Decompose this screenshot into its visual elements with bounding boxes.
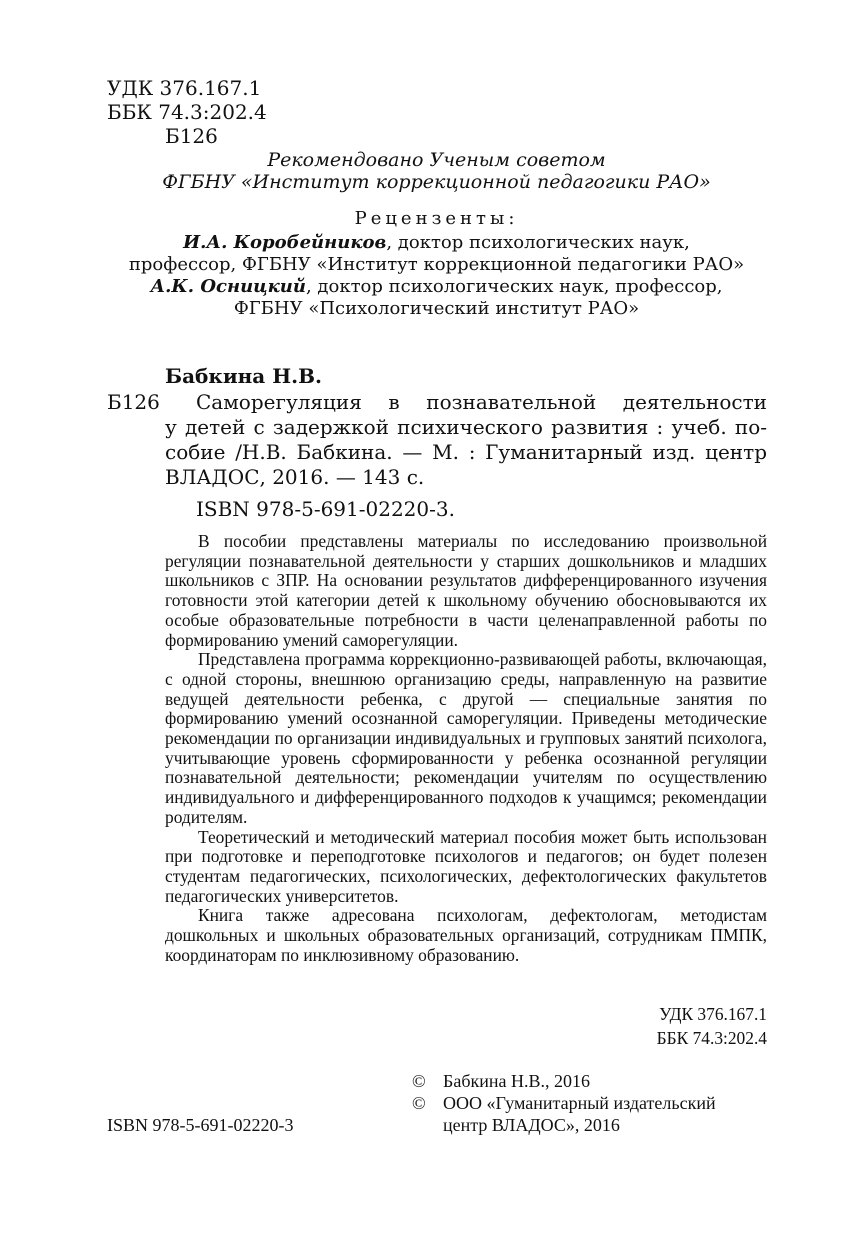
- annotation-paragraph-1: В пособии представлены материалы по исследованию произвольной регуляции познавательной деятельности у старших дошкольников и младших школьников с ЗПР. На основании результатов дифференцированного изучения готовности этой категории детей к школьному обучению обосновываются их особые образовательные потребности в части целенаправленной работы по формированию умений саморегуляции.: [165, 531, 767, 650]
- copyright-publisher-line-1: ООО «Гуманитарный издательский: [443, 1093, 716, 1113]
- copyright-author: Бабкина Н.В., 2016: [443, 1071, 590, 1091]
- bib-author: Бабкина Н.В.: [165, 364, 322, 388]
- reviewer-2-name: А.К. Осницкий: [150, 276, 306, 297]
- bib-line-2: у детей с задержкой психического развития : учеб. по-: [165, 415, 767, 439]
- reviewer-1-name: И.А. Коробейников: [183, 232, 387, 253]
- recommendation-line-2: ФГБНУ «Институт коррекционной педагогики РАО»: [162, 171, 711, 193]
- annotation-paragraph-2: Представлена программа коррекционно-развивающей работы, включающая, с одной стороны, внешнюю организацию среды, направленную на развитие ведущей деятельности ребенка, с другой — специальные занятия по формированию умений осознанной саморегуляции. Приведены методические рекомендации по организации индивидуальных и групповых занятий психолога, учитывающие уровень сформированности у ребенка осознанной регуляции познавательной деятельности; рекомендации учителям по осуществлению индивидуального и дифференцированного подходов к учащимся; рекомендации родителям.: [165, 649, 767, 827]
- reviewer-2-title: , доктор психологических наук, профессор,: [305, 276, 723, 297]
- bib-mark: Б126: [107, 390, 160, 414]
- udk-code-right: УДК 376.167.1: [659, 1004, 767, 1024]
- bbk-code: ББК 74.3:202.4: [107, 100, 267, 124]
- bib-line-1: Саморегуляция в познавательной деятельности: [196, 390, 767, 414]
- annotation-paragraph-3: Теоретический и методический материал пособия может быть использован при подготовке и переподготовке психологов и педагогов; он будет полезен студентам педагогических, психологических, дефектологических факультетов педагогических университетов.: [165, 826, 767, 906]
- reviewers-title: Рецензенты:: [354, 208, 519, 229]
- reviewer-2: [14, 276, 845, 298]
- bib-line-4: ВЛАДОС, 2016. — 143 с.: [165, 465, 425, 489]
- reviewer-1-affiliation: профессор, ФГБНУ «Институт коррекционной педагогики РАО»: [128, 254, 745, 275]
- copyright-symbol-1: ©: [412, 1071, 426, 1091]
- footer-isbn: ISBN 978-5-691-02220-3: [107, 1115, 294, 1135]
- annotation: [165, 532, 767, 965]
- bib-isbn: ISBN 978-5-691-02220-3.: [196, 497, 455, 521]
- bbk-code-right: ББК 74.3:202.4: [656, 1028, 767, 1048]
- copyright-symbol-2: ©: [412, 1093, 426, 1113]
- bib-line-3: собие /Н.В. Бабкина. — М. : Гуманитарный изд. центр: [165, 440, 767, 464]
- copyright-publisher-line-2: центр ВЛАДОС», 2016: [443, 1115, 620, 1135]
- udk-code: УДК 376.167.1: [107, 76, 262, 100]
- recommendation-line-1: Рекомендовано Ученым советом: [267, 149, 606, 171]
- reviewer-2-affiliation: ФГБНУ «Психологический институт РАО»: [233, 298, 640, 319]
- author-mark: Б126: [165, 124, 218, 148]
- reviewer-1-title: , доктор психологических наук,: [386, 232, 690, 253]
- reviewer-1: [14, 232, 845, 254]
- annotation-paragraph-4: Книга также адресована психологам, дефектологам, методистам дошкольных и школьных образовательных организаций, сотрудникам ПМПК, координаторам по инклюзивному образованию.: [165, 905, 767, 965]
